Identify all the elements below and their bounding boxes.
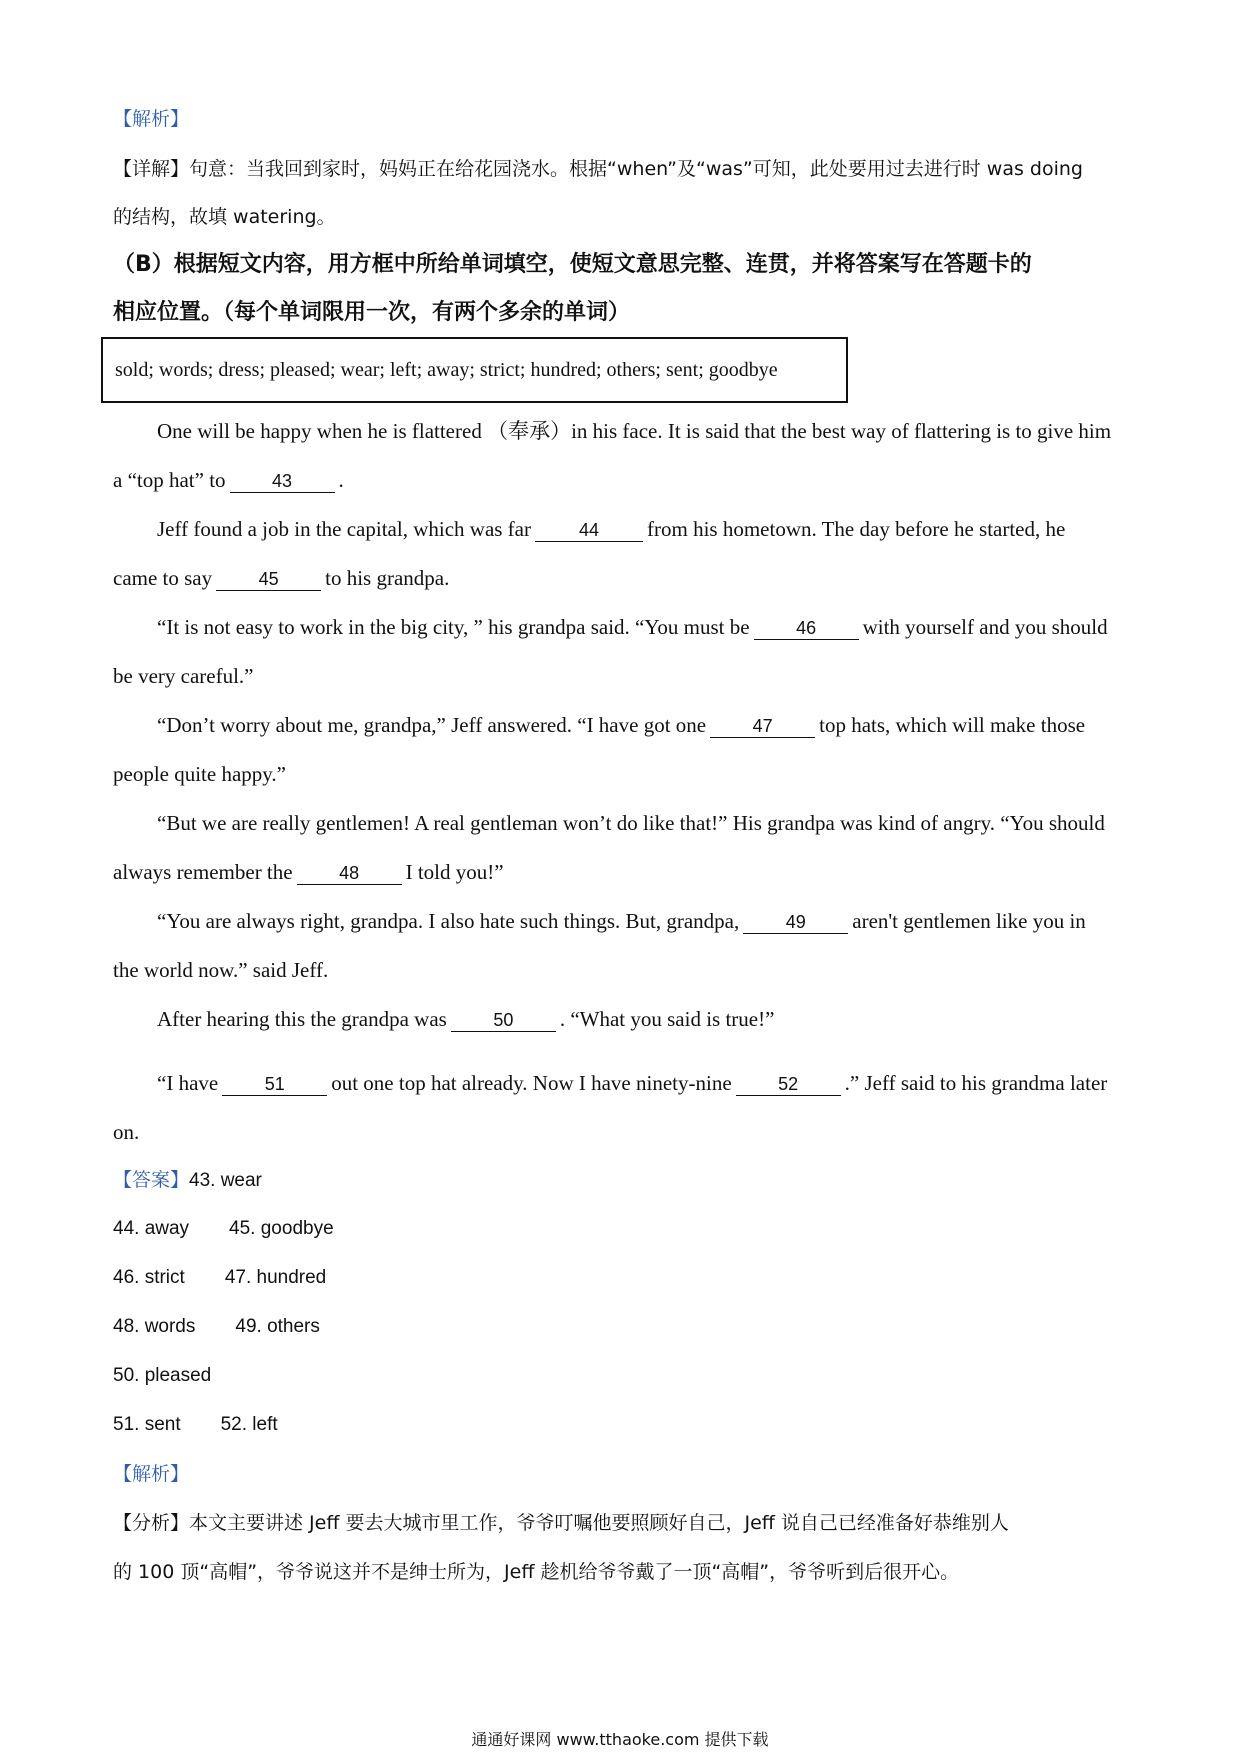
- blank-44: 44: [535, 519, 643, 542]
- passage-line: [157, 1004, 774, 1034]
- passage-text: “It is not easy to work in the big city, ” his grandpa said. “You must be: [157, 615, 750, 639]
- blank-52: 52: [736, 1073, 841, 1096]
- answer-44: 44. away: [113, 1218, 190, 1239]
- blank-46: 46: [754, 617, 859, 640]
- answer-47: 47. hundred: [224, 1267, 327, 1288]
- passage-line: [157, 514, 1065, 544]
- passage-text: to his grandpa.: [325, 566, 450, 590]
- passage-text: “I have: [157, 1071, 219, 1095]
- passage-line: [113, 465, 344, 495]
- passage-text: aren't gentlemen like you in: [852, 909, 1086, 933]
- passage-line: [157, 1068, 1107, 1098]
- answers-line: [113, 1165, 262, 1196]
- passage-line: people quite happy.”: [113, 762, 286, 786]
- blank-43: 43: [230, 470, 335, 493]
- analysis-tag: 【分析】: [113, 1512, 190, 1534]
- passage-text: Jeff found a job in the capital, which was far: [157, 517, 531, 541]
- answer-48: 48. words: [113, 1316, 196, 1337]
- answers-line: [113, 1312, 320, 1342]
- passage-text: “You are always right, grandpa. I also hate such things. But, grandpa,: [157, 909, 740, 933]
- passage-text: out one top hat already. Now I have ninety-nine: [331, 1071, 732, 1095]
- answer-49: 49. others: [235, 1316, 320, 1337]
- passage-text: came to say: [113, 566, 213, 590]
- passage-line: be very careful.”: [113, 664, 254, 688]
- passage-text: . “What you said is true!”: [559, 1007, 775, 1031]
- word-box-text: sold; words; dress; pleased; wear; left; away; strict; hundred; others; sent; goodbye: [115, 359, 778, 381]
- detail-line-1: [113, 154, 1083, 184]
- blank-49: 49: [743, 911, 848, 934]
- analysis-heading-2: 【解析】: [113, 1463, 190, 1485]
- passage-text: After hearing this the grandpa was: [157, 1007, 447, 1031]
- passage-line: the world now.” said Jeff.: [113, 958, 329, 982]
- answers-line: [113, 1410, 278, 1440]
- answers-line: [113, 1361, 211, 1391]
- passage-line: [113, 563, 449, 593]
- detail-tag: 【详解】: [113, 158, 190, 180]
- analysis-heading: 【解析】: [113, 108, 190, 130]
- detail-line-2: 的结构，故填 watering。: [113, 206, 336, 228]
- passage-text: I told you!”: [405, 860, 504, 884]
- answers-line: [113, 1263, 326, 1293]
- answers-line: [113, 1214, 334, 1244]
- passage-line: [113, 857, 504, 887]
- passage-text: “Don’t worry about me, grandpa,” Jeff answered. “I have got one: [157, 713, 707, 737]
- answer-45: 45. goodbye: [229, 1218, 334, 1239]
- passage-line: [157, 906, 1086, 936]
- word-box: [101, 337, 848, 403]
- passage-line: [157, 612, 1108, 642]
- passage-line: [157, 710, 1085, 740]
- section-b-instruction-2: 相应位置。（每个单词限用一次，有两个多余的单词）: [113, 300, 631, 325]
- passage-text: .: [338, 468, 344, 492]
- blank-48: 48: [297, 862, 402, 885]
- passage-text: always remember the: [113, 860, 293, 884]
- detail-text-1: 句意：当我回到家时，妈妈正在给花园浇水。根据“when”及“was”可知，此处要用过去进行时 was doing: [189, 158, 1083, 180]
- passage-line: One will be happy when he is flattered （奉承）in his face. It is said that the best way of flattering is to give him: [157, 419, 1112, 443]
- passage-text: .” Jeff said to his grandma later: [844, 1071, 1108, 1095]
- passage-text: a “top hat” to: [113, 468, 226, 492]
- analysis-line-2: 的 100 顶“高帽”，爷爷说这并不是绅士所为，Jeff 趁机给爷爷戴了一顶“高帽”，爷爷听到后很开心。: [113, 1561, 960, 1583]
- answer-46: 46. strict: [113, 1267, 185, 1288]
- passage-text: with yourself and you should: [862, 615, 1108, 639]
- section-b-instruction-1: （B）根据短文内容，用方框中所给单词填空，使短文意思完整、连贯，并将答案写在答题卡的: [113, 252, 1032, 277]
- analysis-line-1: [113, 1508, 1009, 1538]
- analysis-text-1: 本文主要讲述 Jeff 要去大城市里工作，爷爷叮嘱他要照顾好自己，Jeff 说自己已经准备好恭维别人: [189, 1512, 1009, 1534]
- answer-50: 50. pleased: [113, 1365, 212, 1386]
- passage-text: top hats, which will make those: [819, 713, 1086, 737]
- blank-51: 51: [222, 1073, 327, 1096]
- answer-43: 43. wear: [189, 1170, 262, 1191]
- answer-51: 51. sent: [113, 1414, 181, 1435]
- passage-line: “But we are really gentlemen! A real gentleman won’t do like that!” His grandpa was kind of angry. “You should: [157, 811, 1105, 835]
- answers-tag: 【答案】: [113, 1169, 190, 1191]
- passage-text: from his hometown. The day before he started, he: [647, 517, 1066, 541]
- blank-50: 50: [451, 1009, 556, 1032]
- passage-line: on.: [113, 1120, 140, 1144]
- page-footer: 通通好课网 www.tthaoke.com 提供下载: [471, 1730, 769, 1749]
- answer-52: 52. left: [220, 1414, 278, 1435]
- blank-45: 45: [216, 568, 321, 591]
- blank-47: 47: [710, 715, 815, 738]
